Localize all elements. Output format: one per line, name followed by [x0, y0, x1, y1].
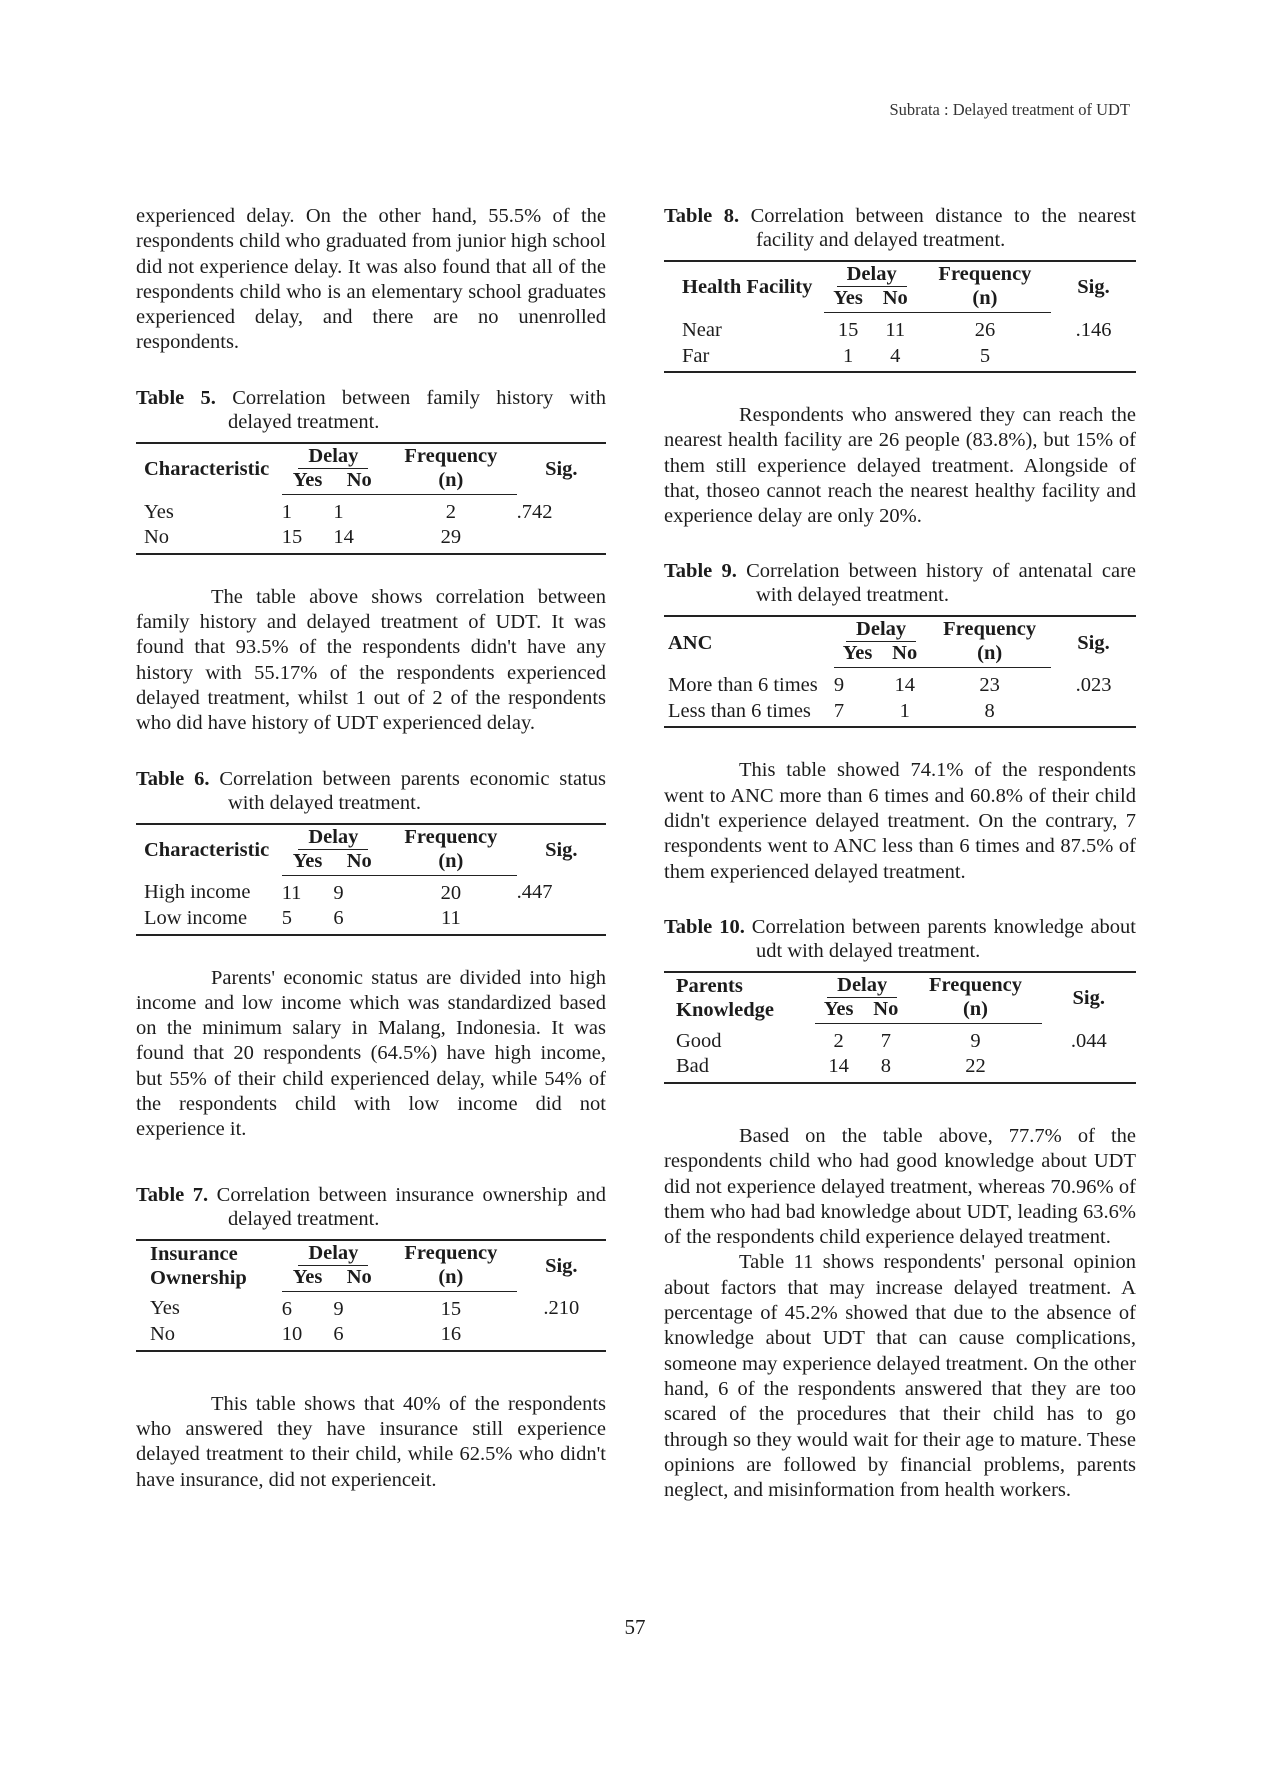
- table-9: [664, 615, 1136, 728]
- paragraph: Parents' economic status are divided into high income and low income which was standardized based on the minimum salary in Malang, Indonesia. It was found that 20 respondents (64.5%) have high income, but 55% of their child experienced delay, while 54% of the respondents child with low income did not experience it.: [136, 966, 606, 1141]
- column-header: Yes: [824, 286, 871, 313]
- column-header: Characteristic: [144, 838, 270, 861]
- column-header: (n): [385, 1265, 517, 1292]
- column-header: (n): [385, 849, 517, 876]
- table-row: [664, 344, 1136, 373]
- column-header: Frequency: [404, 444, 498, 467]
- table-8-caption: [664, 204, 1136, 252]
- column-header: Yes: [834, 641, 881, 668]
- column-header: (n): [909, 997, 1041, 1024]
- column-header: No: [872, 286, 919, 313]
- table-row: [664, 313, 1136, 344]
- table-row: [136, 875, 606, 906]
- caption-text: Correlation between family history with delayed treatment.: [228, 386, 607, 433]
- column-header: Yes: [282, 468, 334, 495]
- table-cell: High income: [144, 881, 251, 904]
- caption-text: Correlation between parents economic status with delayed treatment.: [219, 767, 606, 814]
- column-header: Frequency: [943, 618, 1037, 641]
- table-cell: 1: [842, 344, 854, 367]
- table-6-caption: [136, 767, 606, 815]
- table-cell: Bad: [676, 1055, 710, 1078]
- column-header: Delay: [282, 824, 385, 849]
- column-header: Sig.: [545, 458, 578, 481]
- running-head: Subrata : Delayed treatment of UDT: [889, 100, 1130, 119]
- table-cell: [517, 1322, 606, 1351]
- table-cell: 9: [833, 674, 845, 697]
- table-9-caption: [664, 559, 1136, 607]
- column-header: (n): [385, 468, 517, 495]
- table-cell: 14: [894, 674, 915, 697]
- caption-text: Correlation between insurance ownership and delayed treatment.: [216, 1183, 606, 1230]
- paragraph: The table above shows correlation between family history and delayed treatment of UDT. It was found that 93.5% of the respondents didn't have any history with 55.17% of the respondents experienced delayed treatment, whilst 1 out of 2 of the respondents who did have history of UDT experienced delay.: [136, 585, 606, 735]
- table-cell: No: [144, 526, 170, 549]
- caption-text: Correlation between history of antenatal care with delayed treatment.: [746, 560, 1136, 607]
- column-header: (n): [928, 641, 1051, 668]
- table-cell: 15: [837, 319, 859, 341]
- paragraph: experienced delay. On the other hand, 55.5% of the respondents child who graduated from junior high school did not experience delay. It was also found that all of the respondents child who is an elementary school graduates experienced delay, and there are no unenrolled respondents.: [136, 205, 606, 354]
- column-header: Delay: [282, 1240, 385, 1265]
- table-cell: 2: [833, 1029, 844, 1052]
- table-row: [664, 1054, 1136, 1083]
- table-row: [136, 1291, 606, 1322]
- column-header: Sig.: [1077, 631, 1110, 654]
- table-cell: Yes: [144, 500, 174, 523]
- column-header: Sig.: [545, 1254, 578, 1277]
- right-column: [664, 204, 1136, 1503]
- table-label: Table 8.: [664, 205, 740, 227]
- table-row: [136, 494, 606, 525]
- column-header: Sig.: [1077, 276, 1110, 299]
- table-label: Table 7.: [136, 1183, 209, 1206]
- table-cell: [1051, 344, 1136, 373]
- table-cell: [1042, 1054, 1136, 1083]
- table-cell: .210: [543, 1297, 580, 1320]
- column-header: Sig.: [1072, 987, 1106, 1010]
- table-cell: 20: [440, 881, 462, 904]
- table-cell: [517, 525, 606, 554]
- column-header: Delay: [282, 443, 385, 468]
- table-cell: 14: [828, 1055, 849, 1078]
- table-cell: 9: [333, 881, 344, 904]
- table-row: [136, 906, 606, 935]
- table-cell: 2: [445, 500, 456, 523]
- table-cell: 16: [440, 1323, 462, 1346]
- table-cell: 5: [281, 907, 292, 930]
- table-cell: Less than 6 times: [668, 699, 811, 722]
- table-cell: [1051, 699, 1136, 728]
- column-header: No: [333, 849, 385, 876]
- column-header: Frequency: [938, 263, 1032, 285]
- paragraph: Based on the table above, 77.7% of the respondents child who had good knowledge about UDT did not experience delayed treatment, whereas 70.96% of them who had bad knowledge about UDT, leading 63.6% of the respondents child experience delayed treatment.: [664, 1124, 1136, 1249]
- table-cell: No: [150, 1323, 176, 1346]
- table-cell: 10: [281, 1323, 303, 1346]
- column-header: Yes: [282, 849, 334, 876]
- table-cell: 1: [281, 500, 292, 523]
- column-header: Health Facility: [682, 276, 813, 299]
- table-cell: 7: [833, 699, 845, 722]
- table-cell: .447: [516, 881, 553, 904]
- table-cell: 11: [281, 881, 302, 904]
- table-cell: .044: [1070, 1029, 1107, 1052]
- column-header: ANC: [668, 631, 713, 654]
- table-cell: 4: [890, 344, 901, 367]
- table-cell: 14: [333, 526, 354, 549]
- column-header: Delay: [815, 972, 909, 997]
- column-header: Delay: [834, 616, 928, 641]
- table-cell: Low income: [144, 907, 248, 930]
- table-cell: 1: [899, 699, 910, 722]
- column-header: Yes: [282, 1265, 334, 1292]
- column-header: Sig.: [545, 838, 578, 861]
- column-header: Delay: [824, 261, 918, 286]
- table-cell: 5: [979, 344, 991, 367]
- table-5: [136, 442, 606, 555]
- page-number: 57: [624, 1615, 646, 1639]
- column-header: No: [333, 1265, 385, 1292]
- paragraph: This table shows that 40% of the respondents who answered they have insurance still experience delayed treatment to their child, while 62.5% who didn't have insurance, did not experienceit.: [136, 1392, 606, 1491]
- caption-text: Correlation between parents knowledge about udt with delayed treatment.: [751, 915, 1136, 962]
- table-cell: Yes: [150, 1297, 180, 1320]
- column-header: Frequency: [404, 1241, 498, 1264]
- column-header: Frequency: [404, 825, 498, 848]
- caption-text: Correlation between distance to the nearest facility and delayed treatment.: [750, 205, 1136, 251]
- table-label: Table 10.: [664, 915, 745, 938]
- table-cell: 15: [440, 1297, 462, 1320]
- paragraph: This table showed 74.1% of the respondents went to ANC more than 6 times and 60.8% of their child didn't experience delayed treatment. On the contrary, 7 respondents went to ANC less than 6 times and 87.5% of them experienced delayed treatment.: [664, 759, 1136, 883]
- table-cell: Good: [676, 1029, 722, 1052]
- table-10: [664, 971, 1136, 1084]
- paragraph: Table 11 shows respondents' personal opinion about factors that may increase delayed treatment. A percentage of 45.2% showed that due to the absence of knowledge about UDT that can cause complications, someone may experience delayed treatment. On the other hand, 6 of the respondents answered that they are too scared of the procedures that their child has to go through so they would wait for their age to mature. These opinions are followed by financial problems, parents neglect, and misinformation from health workers.: [664, 1251, 1136, 1502]
- table-cell: [517, 906, 606, 935]
- table-row: [664, 699, 1136, 728]
- table-cell: .146: [1075, 318, 1112, 341]
- table-cell: 8: [984, 699, 995, 722]
- table-cell: 11: [440, 907, 461, 930]
- table-7-caption: [136, 1183, 606, 1231]
- table-cell: 11: [885, 319, 906, 341]
- left-column: [136, 204, 606, 1493]
- column-header: Insurance Ownership: [150, 1242, 247, 1289]
- column-header: No: [862, 997, 909, 1024]
- table-row: [136, 525, 606, 554]
- table-row: [136, 1322, 606, 1351]
- column-header: (n): [919, 286, 1051, 313]
- table-cell: 6: [333, 1323, 344, 1346]
- table-cell: .023: [1075, 674, 1112, 697]
- table-cell: 15: [281, 526, 303, 549]
- table-cell: 6: [333, 907, 344, 930]
- table-cell: 1: [333, 500, 344, 523]
- table-7: [136, 1239, 606, 1352]
- table-cell: 6: [281, 1297, 292, 1320]
- column-header: Frequency: [928, 973, 1022, 996]
- table-label: Table 6.: [136, 767, 210, 790]
- table-cell: 23: [979, 674, 1000, 697]
- table-cell: 9: [970, 1029, 981, 1052]
- table-cell: 9: [333, 1297, 344, 1320]
- table-6: [136, 823, 606, 936]
- column-header: Parents Knowledge: [676, 975, 774, 1022]
- table-cell: .742: [516, 500, 553, 523]
- table-cell: 8: [880, 1055, 891, 1078]
- column-header: No: [881, 641, 928, 668]
- table-cell: 22: [965, 1055, 986, 1078]
- table-10-caption: [664, 915, 1136, 963]
- table-cell: 26: [974, 319, 996, 341]
- column-header: No: [333, 468, 385, 495]
- table-label: Table 9.: [664, 560, 737, 583]
- table-cell: Far: [682, 344, 710, 367]
- column-header: Characteristic: [144, 458, 270, 481]
- table-cell: More than 6 times: [668, 674, 818, 697]
- table-cell: Near: [682, 318, 722, 341]
- table-cell: 7: [880, 1029, 891, 1052]
- paragraph: Respondents who answered they can reach the nearest health facility are 26 people (83.8%), but 15% of them still experience delayed treatment. Alongside of that, thoseo cannot reach the nearest healthy facility and experience delay are only 20%.: [664, 404, 1136, 528]
- table-8: [664, 260, 1136, 373]
- table-5-caption: [136, 386, 606, 434]
- column-header: Yes: [815, 997, 862, 1024]
- table-cell: 29: [440, 526, 462, 549]
- table-label: Table 5.: [136, 386, 216, 409]
- table-row: [664, 1023, 1136, 1054]
- table-row: [664, 668, 1136, 699]
